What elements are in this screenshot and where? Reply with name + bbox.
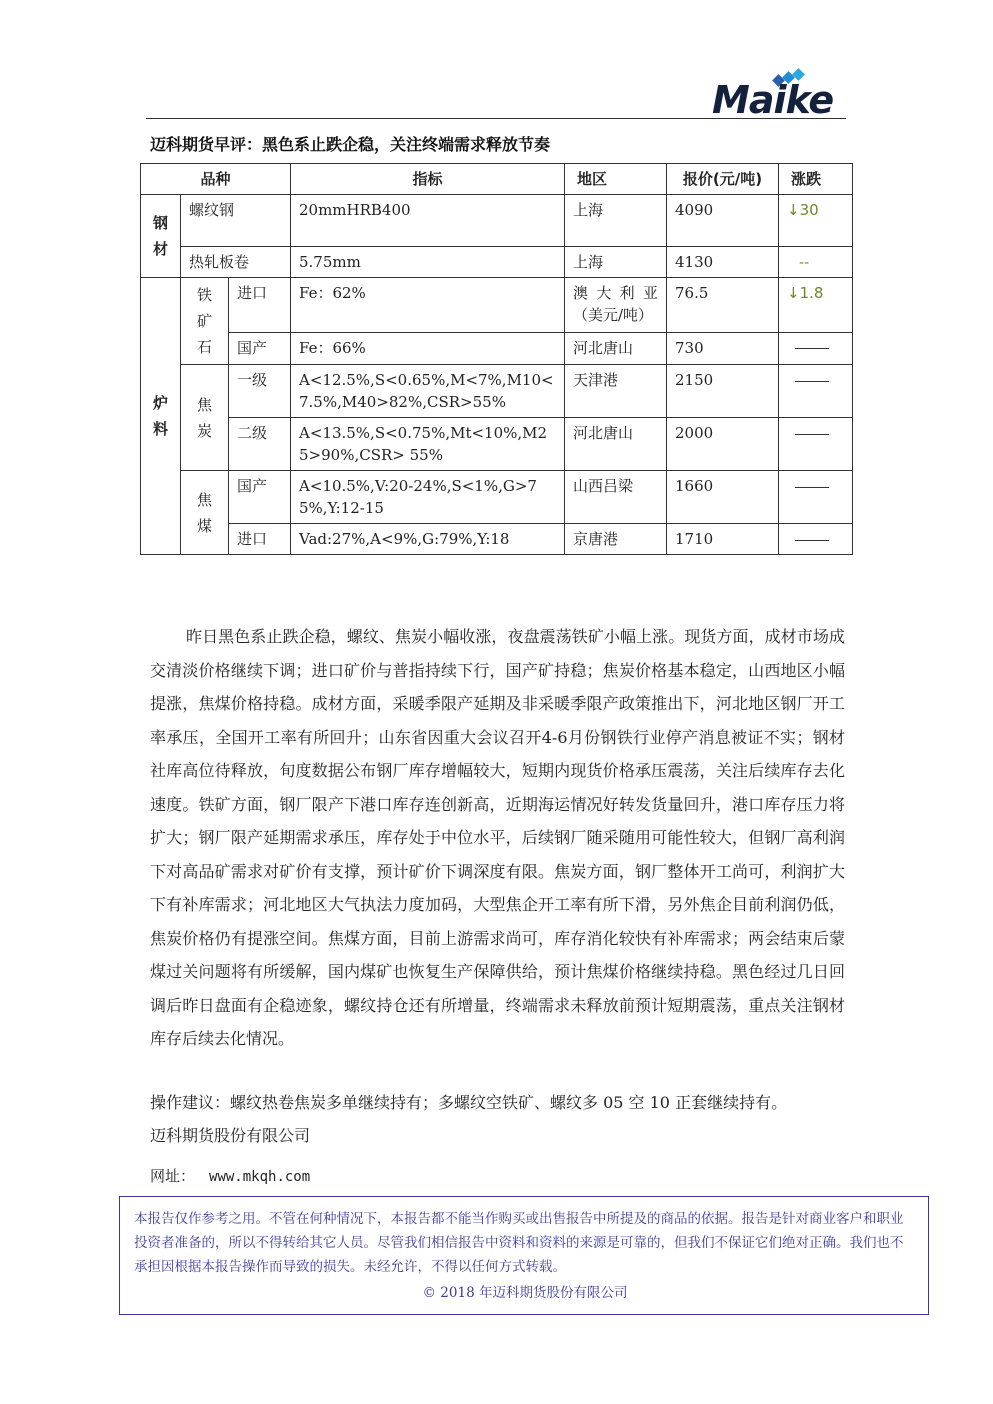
header-price: 报价(元/吨)	[667, 164, 779, 195]
row-change-dash	[779, 471, 853, 524]
row-price: 1660	[667, 471, 779, 524]
row-price: 4130	[667, 247, 779, 278]
row-change-dash	[779, 418, 853, 471]
table-row	[141, 195, 853, 247]
table-row	[141, 471, 853, 524]
row-sub: 一级	[229, 365, 291, 418]
copyright-text: © 2018 年迈科期货股份有限公司	[422, 1285, 628, 1301]
row-price: 2150	[667, 365, 779, 418]
table-row	[141, 524, 853, 555]
row-price: 1710	[667, 524, 779, 555]
row-change-dash	[779, 524, 853, 555]
row-region: 澳大利亚 （美元/吨）	[565, 278, 667, 333]
header-rule	[146, 118, 846, 119]
header-region: 地区	[565, 164, 667, 195]
row-spec: 20mmHRB400	[291, 195, 565, 247]
price-table	[140, 163, 853, 555]
row-sub: 进口	[229, 524, 291, 555]
row-sub: 国产	[229, 471, 291, 524]
row-region: 河北唐山	[565, 418, 667, 471]
group-steel: 钢材	[141, 195, 181, 278]
row-spec: A<10.5%,V:20-24%,S<1%,G>75%,Y:12-15	[291, 471, 565, 524]
row-region: 河北唐山	[565, 332, 667, 364]
table-row	[141, 332, 853, 364]
row-spec: A<13.5%,S<0.75%,Mt<10%,M25>90%,CSR> 55%	[291, 418, 565, 471]
table-row	[141, 278, 853, 333]
row-price: 730	[667, 332, 779, 364]
row-change: ↓30	[779, 195, 853, 247]
disclaimer-box	[119, 1196, 929, 1315]
row-change-dash	[779, 332, 853, 364]
row-spec: Fe：66%	[291, 332, 565, 364]
header-variety: 品种	[141, 164, 291, 195]
row-sub: 螺纹钢	[181, 195, 291, 247]
logo-text: Maike	[712, 78, 834, 122]
row-change-dash	[779, 365, 853, 418]
row-region: 天津港	[565, 365, 667, 418]
website-label: 网址：	[150, 1167, 196, 1185]
website-link[interactable]: www.mkqh.com	[209, 1169, 311, 1185]
company-name: 迈科期货股份有限公司	[150, 1126, 311, 1145]
row-sub: 二级	[229, 418, 291, 471]
group-furnace: 炉料	[141, 278, 181, 555]
table-header-row	[141, 164, 853, 195]
row-price: 4090	[667, 195, 779, 247]
group-coking-coal: 焦煤	[181, 471, 229, 555]
row-region: 上海	[565, 195, 667, 247]
maike-logo	[712, 68, 847, 120]
header-indicator: 指标	[291, 164, 565, 195]
website-line	[150, 1164, 310, 1189]
report-title: 迈科期货早评：黑色系止跌企稳，关注终端需求释放节奏	[150, 135, 551, 154]
header-change: 涨跌	[779, 164, 853, 195]
disclaimer-text: 本报告仅作参考之用。不管在何种情况下，本报告都不能当作购买或出售报告中所提及的商品的依据。报告是针对商业客户和职业投资者准备的，所以不得转给其它人员。尽管我们相信报告中资料和资料的来源是可靠的，但我们不保证它们绝对正确。我们也不承担因根据本报告操作而导致的损失。未经允许，不得以任何方式转载。	[134, 1211, 904, 1275]
table-row	[141, 365, 853, 418]
row-spec: 5.75mm	[291, 247, 565, 278]
group-iron-ore: 铁矿石	[181, 278, 229, 365]
row-sub: 国产	[229, 332, 291, 364]
row-spec: Fe：62%	[291, 278, 565, 333]
row-change: --	[779, 247, 853, 278]
table-row	[141, 418, 853, 471]
row-price: 76.5	[667, 278, 779, 333]
row-sub: 进口	[229, 278, 291, 333]
row-region: 山西吕梁	[565, 471, 667, 524]
row-spec: A<12.5%,S<0.65%,M<7%,M10<7.5%,M40>82%,CSR>55%	[291, 365, 565, 418]
row-sub: 热轧板卷	[181, 247, 291, 278]
row-region: 上海	[565, 247, 667, 278]
operation-advice: 操作建议：螺纹热卷焦炭多单继续持有；多螺纹空铁矿、螺纹多 05 空 10 正套继续持有。	[150, 1093, 788, 1112]
row-spec: Vad:27%,A<9%,G:79%,Y:18	[291, 524, 565, 555]
group-coke: 焦炭	[181, 365, 229, 471]
commentary-paragraph: 昨日黑色系止跌企稳，螺纹、焦炭小幅收涨，夜盘震荡铁矿小幅上涨。现货方面，成材市场成交清淡价格继续下调；进口矿价与普指持续下行，国产矿持稳；焦炭价格基本稳定，山西地区小幅提涨，焦煤价格持稳。成材方面，采暖季限产延期及非采暖季限产政策推出下，河北地区钢厂开工率承压，全国开工率有所回升；山东省因重大会议召开4-6月份钢铁行业停产消息被证不实；钢材社库高位待释放，旬度数据公布钢厂库存增幅较大，短期内现货价格承压震荡，关注后续库存去化速度。铁矿方面，钢厂限产下港口库存连创新高，近期海运情况好转发货量回升，港口库存压力将扩大；钢厂限产延期需求承压，库存处于中位水平，后续钢厂随采随用可能性较大，但钢厂高利润下对高品矿需求对矿价有支撑，预计矿价下调深度有限。焦炭方面，钢厂整体开工尚可，利润扩大下有补库需求；河北地区大气执法力度加码，大型焦企开工率有所下滑，另外焦企目前利润仍低，焦炭价格仍有提涨空间。焦煤方面，目前上游需求尚可，库存消化较快有补库需求；两会结束后蒙煤过关问题将有所缓解，国内煤矿也恢复生产保障供给，预计焦煤价格继续持稳。黑色经过几日回调后昨日盘面有企稳迹象，螺纹持仓还有所增量，终端需求未释放前预计短期震荡，重点关注钢材库存后续去化情况。	[150, 627, 845, 1048]
row-price: 2000	[667, 418, 779, 471]
row-region: 京唐港	[565, 524, 667, 555]
table-row	[141, 247, 853, 278]
row-change: ↓1.8	[779, 278, 853, 333]
